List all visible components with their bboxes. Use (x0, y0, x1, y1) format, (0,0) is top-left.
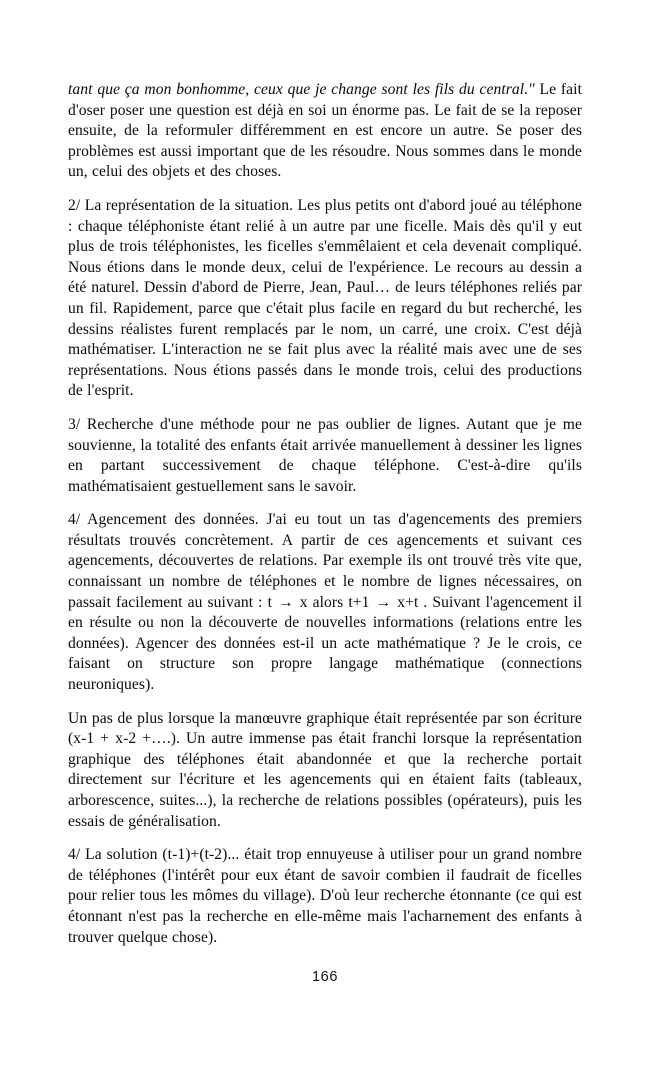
paragraph-section-2: 2/ La représentation de la situation. Les plus petits ont d'abord joué au téléphone : chaque téléphoniste étant relié à un autre par une ficelle. Mais dès qu'il y eut plus de trois téléphonistes, les ficelles s'emmêlaient et cela devenait compliqué. Nous étions dans le monde deux, celui de l'expérience. Le recours au dessin a été naturel. Dessin d'abord de Pierre, Jean, Paul… de leurs téléphones reliés par un fil. Rapidement, parce que c'était plus facile en regard du but recherché, les dessins réalistes furent remplacés par le nom, un carré, une croix. C'est déjà mathématiser. L'interaction ne se fait plus avec la réalité mais avec une de ses représentations. Nous étions passés dans le monde trois, celui des productions de l'esprit. (68, 196, 582, 400)
section-4a-text-between-arrows: x alors t+1 (294, 593, 375, 611)
paragraph-un-pas-de-plus: Un pas de plus lorsque la manœuvre graphique était représentée par son écriture (x-1 + x-2 +….). Un autre immense pas était franchi lorsque la représentation graphique des téléphones était abandonnée et que la recherche portait directement sur l'écriture et les agencements qui en étaient faits (tableaux, arborescence, suites...), la recherche de relations possibles (opérateurs), puis les essais de généralisation. (68, 709, 582, 830)
paragraph-section-4a (68, 510, 582, 695)
paragraph-section-4b: 4/ La solution (t-1)+(t-2)... était trop ennuyeuse à utiliser pour un grand nombre de téléphones (l'intérêt pour eux étant de savoir combien il faudrait de ficelles pour relier tous les mômes du village). D'où leur recherche étonnante (ce qui est étonnant n'est pas la recherche en elle-même mais l'acharnement des enfants à trouver quelque chose). (68, 846, 582, 946)
section-4a-text-before-first-arrow: 4/ Agencement des données. J'ai eu tout un tas d'agencements des premiers résultats trouvés concrètement. A partir de ces agencements et suivant ces agencements, découvertes de relations. Par exemple ils ont trouvé très vite que, connaissant un nombre de téléphones et le nombre de lignes nécessaires, on passait facilement au suivant : t (68, 511, 582, 611)
page-number: 166 (312, 969, 338, 985)
quotation-tail-italic: tant que ça mon bonhomme, ceux que je change sont les fils du central." (68, 81, 535, 98)
paragraph-section-3: 3/ Recherche d'une méthode pour ne pas oublier de lignes. Autant que je me souvienne, la totalité des enfants était arrivée manuellement à dessiner les lignes en partant successivement de chaque téléphone. C'est-à-dire qu'ils mathématisaient gestuellement sans le savoir. (68, 415, 582, 495)
paragraph-opening-continuation: Le fait d'oser poser une question est déjà en soi un énorme pas. Le fait de se la reposer ensuite, de la reformuler différemment en est encore un autre. Se poser des problèmes est aussi important que de les résoudre. Nous sommes dans le monde un, celui des objets et des choses. (68, 81, 582, 181)
right-arrow-icon: → (278, 593, 294, 611)
paragraph-opening (68, 80, 582, 183)
right-arrow-icon: → (375, 593, 392, 611)
section-4a-text-after-second-arrow: x+t . Suivant l'agencement il en résulte ou non la découverte de nouvelles informations (relations entre les données). Agencer des données est-il un acte mathématique ? Je le crois, ce faisant on structure son propre langage mathématique (connections neuroniques). (68, 593, 582, 694)
text-column (68, 80, 582, 948)
